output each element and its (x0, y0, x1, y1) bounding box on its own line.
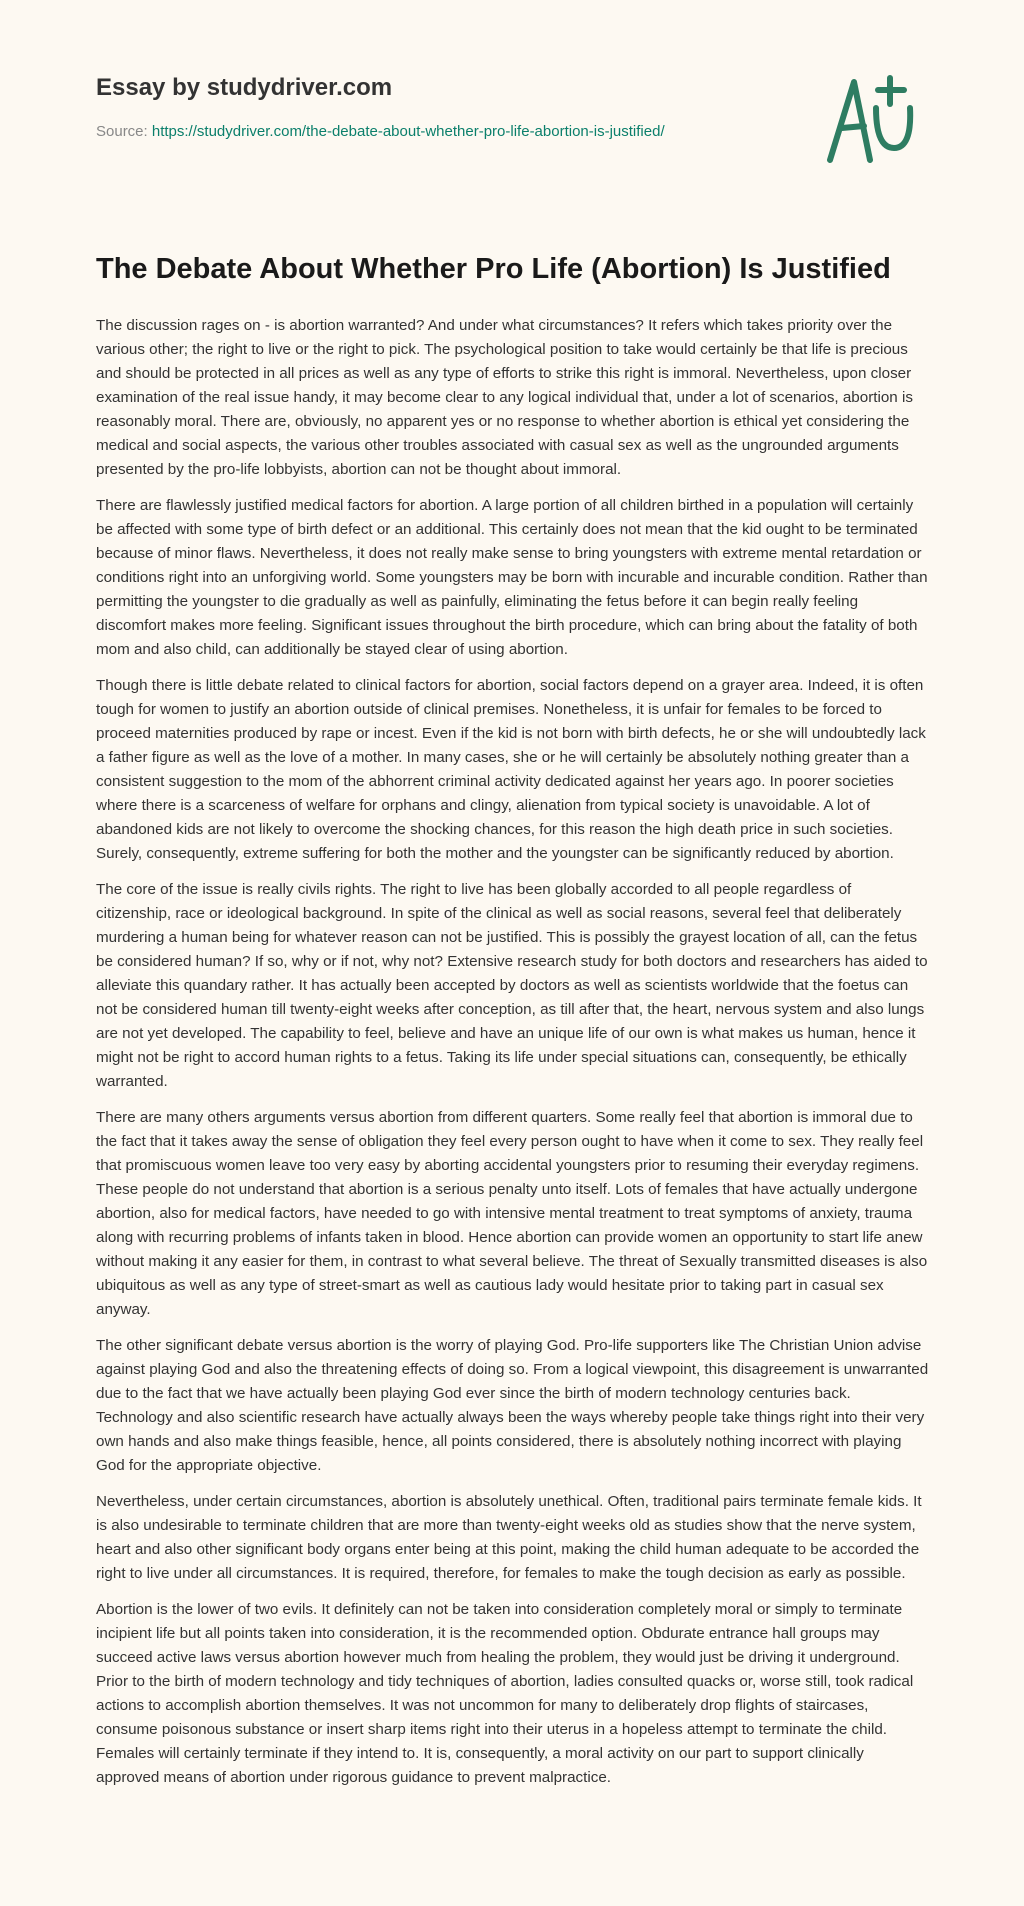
paragraph: The discussion rages on - is abortion warranted? And under what circumstances? It refers which takes priority over the various other; the right to live or the right to pick. The psychological position to take would certainly be that life is precious and should be protected in all prices as well as any type of efforts to strike this right is immoral. Nevertheless, upon closer examination of the real issue handy, it may become clear to any logical individual that, under a lot of scenarios, abortion is reasonably moral. There are, obviously, no apparent yes or no response to whether abortion is ethical yet considering the medical and social aspects, the various other troubles associated with casual sex as well as the ungrounded arguments presented by the pro-life lobbyists, abortion can not be thought about immoral. (96, 317, 913, 478)
page-header (96, 0, 930, 200)
source-label: Source: (96, 123, 152, 140)
paragraph: There are many others arguments versus abortion from different quarters. Some really feel that abortion is immoral due to the fact that it takes away the sense of obligation they feel every person ought to have when it come to sex. They really feel that promiscuous women leave too very easy by aborting accidental youngsters prior to resuming their everyday regimens. These people do not understand that abortion is a serious penalty unto itself. Lots of females that have actually undergone abortion, also for medical factors, have needed to go with intensive mental treatment to treat symptoms of anxiety, trauma along with recurring problems of infants taken in blood. Hence abortion can provide women an opportunity to start life anew without making it any easier for them, in contrast to what several believe. The threat of Sexually transmitted diseases is also ubiquitous as well as any type of street-smart as well as cautious lady would hesitate prior to taking part in casual sex anyway. (96, 1109, 928, 1318)
paragraph: Though there is little debate related to clinical factors for abortion, social factors depend on a grayer area. Indeed, it is often tough for women to justify an abortion outside of clinical premises. Nonetheless, it is unfair for females to be forced to proceed maternities produced by rape or incest. Even if the kid is not born with birth defects, he or she will undoubtedly lack a father figure as well as the love of a mother. In many cases, she or he will certainly be absolutely nothing greater than a consistent suggestion to the mom of the abhorrent criminal activity dedicated against her years ago. In poorer societies where there is a scarceness of welfare for orphans and clingy, alienation from typical society is unavoidable. A lot of abandoned kids are not likely to overcome the shocking chances, for this reason the high death price in such societies. Surely, consequently, extreme suffering for both the mother and the youngster can be significantly reduced by abortion. (96, 677, 926, 862)
paragraph: Abortion is the lower of two evils. It definitely can not be taken into consideration completely moral or simply to terminate incipient life but all points taken into consideration, it is the recommended option. Obdurate entrance hall groups may succeed active laws versus abortion however much from healing the problem, they would just be driving it underground. Prior to the birth of modern technology and tidy techniques of abortion, ladies consulted quacks or, worse still, took radical actions to accomplish abortion themselves. It was not uncommon for many to deliberately drop flights of staircases, consume poisonous substance or insert sharp items right into their uterus in a hopeless attempt to terminate the child. Females will certainly terminate if they intend to. It is, consequently, a moral activity on our part to support clinically approved means of abortion under rigorous guidance to prevent malpractice. (96, 1601, 914, 1786)
logo-icon[interactable] (824, 68, 930, 168)
paragraph: Nevertheless, under certain circumstances, abortion is absolutely unethical. Often, traditional pairs terminate female kids. It is also undesirable to terminate children that are more than twenty-eight weeks old as studies show that the nerve system, heart and also other significant body organs enter being at this point, making the child human adequate to be accorded the right to live under all circumstances. It is required, therefore, for females to make the tough decision as early as possible. (96, 1493, 922, 1582)
paragraph: The other significant debate versus abortion is the worry of playing God. Pro-life supporters like The Christian Union advise against playing God and also the threatening effects of doing so. From a logical viewpoint, this disagreement is unwarranted due to the fact that we have actually been playing God ever since the birth of modern technology centuries back. Technology and also scientific research have actually always been the ways whereby people take things right into their very own hands and also make things feasible, hence, all points considered, there is absolutely nothing incorrect with playing God for the appropriate objective. (96, 1337, 929, 1474)
paragraph: The core of the issue is really civils rights. The right to live has been globally accorded to all people regardless of citizenship, race or ideological background. In spite of the clinical as well as social reasons, several feel that deliberately murdering a human being for whatever reason can not be justified. This is possibly the grayest location of all, can the fetus be considered human? If so, why or if not, why not? Extensive research study for both doctors and researchers has aided to alleviate this quandary rather. It has actually been accepted by doctors as well as scientists worldwide that the foetus can not be considered human till twenty-eight weeks after conception, as till after that, the heart, nervous system and also lungs are not yet developed. The capability to feel, believe and have an unique life of our own is what makes us human, hence it might not be right to accord human rights to a fetus. Taking its life under special situations can, consequently, be ethically warranted. (96, 881, 928, 1090)
source-link[interactable]: https://studydriver.com/the-debate-about-whether-pro-life-abortion-is-justified/ (151, 123, 665, 140)
a-plus-logo-icon (824, 68, 930, 168)
source-line (96, 123, 665, 140)
essay-page (96, 0, 930, 1786)
essay-title: The Debate About Whether Pro Life (Abortion) Is Justified (96, 253, 891, 285)
brand-title: Essay by studydriver.com (96, 74, 393, 101)
essay-body (96, 314, 930, 1802)
paragraph: There are flawlessly justified medical factors for abortion. A large portion of all children birthed in a population will certainly be affected with some type of birth defect or an additional. This certainly does not mean that the kid ought to be terminated because of minor flaws. Nevertheless, it does not really make sense to bring youngsters with extreme mental retardation or conditions right into an unforgiving world. Some youngsters may be born with incurable and incurable condition. Rather than permitting the youngster to die gradually as well as painfully, eliminating the fetus before it can begin really feeling discomfort makes more feeling. Significant issues throughout the birth procedure, which can bring about the fatality of both mom and also child, can additionally be stayed clear of using abortion. (96, 497, 928, 658)
